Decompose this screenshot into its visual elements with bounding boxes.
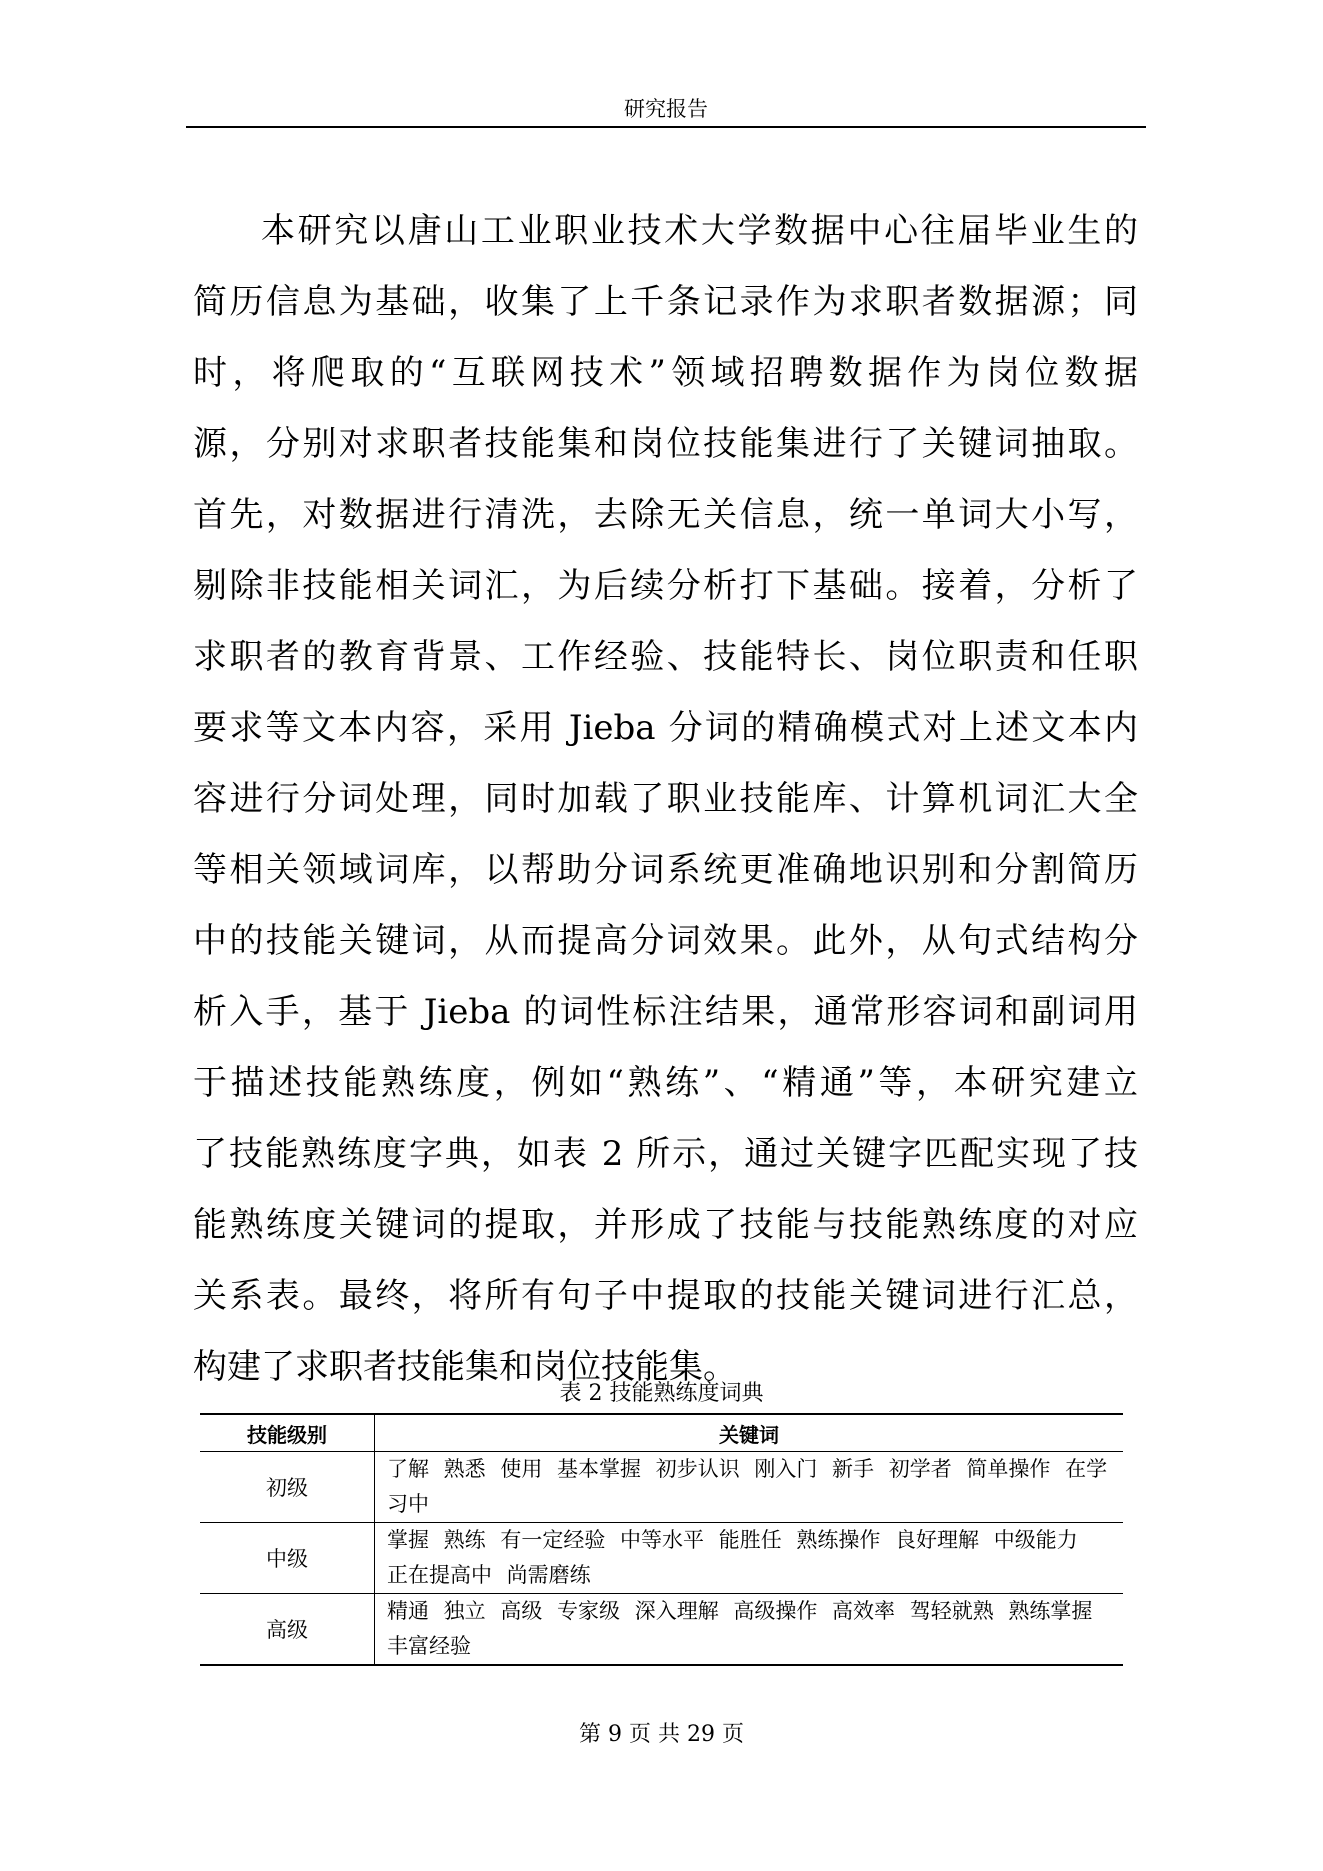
- paragraph-line: 中的技能关键词，从而提高分词效果。此外，从句式结构分: [193, 921, 1138, 961]
- paragraph-line: 首先，对数据进行清洗，去除无关信息，统一单词大小写，: [193, 495, 1138, 535]
- row-keywords: 精通 独立 高级 专家级 深入理解 高级操作 高效率 驾轻就熟 熟练掌握 丰富经验: [375, 1594, 1124, 1666]
- row-level: 中级: [200, 1523, 375, 1594]
- table-row: [200, 1523, 1123, 1594]
- page-number: 第 9 页 共 29 页: [579, 1722, 744, 1747]
- row-keywords: 掌握 熟练 有一定经验 中等水平 能胜任 熟练操作 良好理解 中级能力 正在提高中 尚需磨练: [375, 1523, 1124, 1594]
- paragraph-line: 等相关领域词库，以帮助分词系统更准确地识别和分割简历: [193, 850, 1138, 890]
- paragraph-line: 构建了求职者技能集和岗位技能集。: [193, 1347, 737, 1387]
- paragraph-line: 源，分别对求职者技能集和岗位技能集进行了关键词抽取。: [193, 424, 1138, 464]
- body-paragraph: [193, 196, 1138, 1403]
- header-skill-level: 技能级别: [200, 1414, 375, 1452]
- paragraph-line: 能熟练度关键词的提取，并形成了技能与技能熟练度的对应: [193, 1205, 1138, 1245]
- paragraph-line: 求职者的教育背景、工作经验、技能特长、岗位职责和任职: [193, 637, 1138, 677]
- paragraph-line: 于描述技能熟练度，例如“熟练”、“精通”等，本研究建立: [193, 1063, 1138, 1103]
- row-level: 初级: [200, 1452, 375, 1523]
- paragraph-line: 要求等文本内容，采用 Jieba 分词的精确模式对上述文本内: [193, 708, 1138, 748]
- paragraph-line: 容进行分词处理，同时加载了职业技能库、计算机词汇大全: [193, 779, 1138, 819]
- table-row: [200, 1594, 1123, 1666]
- paragraph-line: 本研究以唐山工业职业技术大学数据中心往届毕业生的: [261, 211, 1138, 251]
- paragraph-line: 了技能熟练度字典，如表 2 所示，通过关键字匹配实现了技: [193, 1134, 1138, 1174]
- table-row: [200, 1452, 1123, 1523]
- header-keywords: 关键词: [375, 1414, 1124, 1452]
- paragraph-line: 剔除非技能相关词汇，为后续分析打下基础。接着，分析了: [193, 566, 1138, 606]
- table-header-row: [200, 1414, 1123, 1452]
- skill-proficiency-table: [200, 1413, 1123, 1666]
- paragraph-line: 关系表。最终，将所有句子中提取的技能关键词进行汇总，: [193, 1276, 1138, 1316]
- paragraph-line: 简历信息为基础，收集了上千条记录作为求职者数据源；同: [193, 282, 1138, 322]
- row-level: 高级: [200, 1594, 375, 1666]
- paragraph-line: 析入手，基于 Jieba 的词性标注结果，通常形容词和副词用: [193, 992, 1138, 1032]
- table-caption: 表 2 技能熟练度词典: [559, 1381, 764, 1406]
- row-keywords: 了解 熟悉 使用 基本掌握 初步认识 刚入门 新手 初学者 简单操作 在学习中: [375, 1452, 1124, 1523]
- page-header: 研究报告: [186, 92, 1146, 128]
- paragraph-line: 时，将爬取的“互联网技术”领域招聘数据作为岗位数据: [193, 353, 1138, 393]
